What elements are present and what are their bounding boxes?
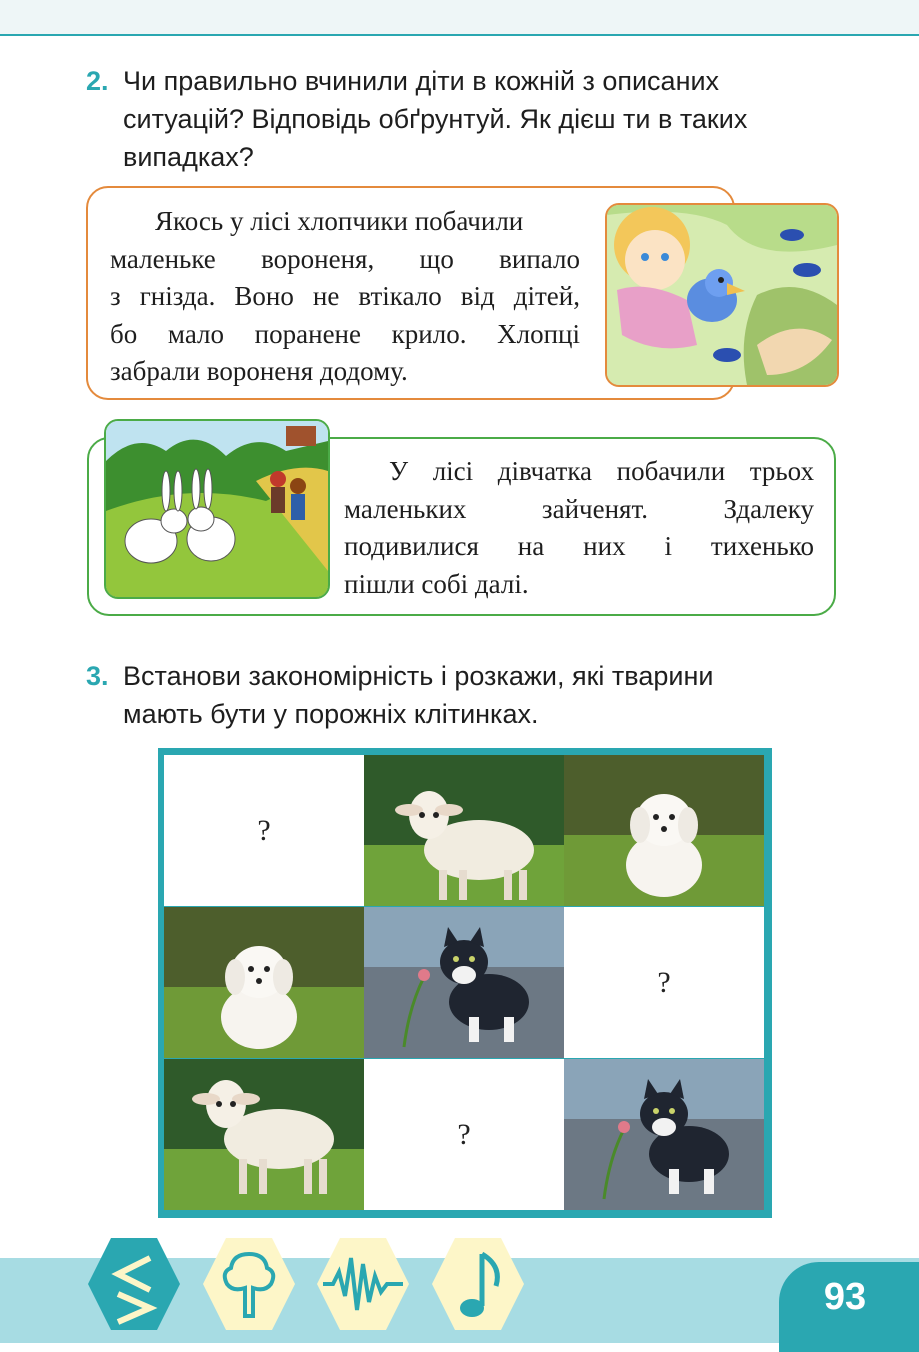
top-band xyxy=(0,0,919,36)
grid-cell-puppy xyxy=(164,907,364,1058)
task-text xyxy=(86,62,846,176)
story-text-raven xyxy=(110,203,580,391)
question-mark: ? xyxy=(657,965,671,999)
grid-cell-lamb xyxy=(364,755,564,906)
grid-cell-empty xyxy=(364,1059,564,1210)
story-line: пішли собі далі. xyxy=(344,568,529,599)
task-number: 2. xyxy=(86,66,109,96)
page-number: 93 xyxy=(823,1276,867,1318)
question-mark: ? xyxy=(457,1117,471,1151)
story-line: забрали вороненя додому. xyxy=(110,356,408,386)
task-line: випадках? xyxy=(123,142,254,172)
story-line: маленьке вороненя, що випало xyxy=(110,243,580,274)
task-number: 3. xyxy=(86,661,109,691)
story-line: Якось у лісі хлопчики побачили xyxy=(155,206,524,236)
task-2 xyxy=(86,62,846,176)
sound-wave-icon xyxy=(317,1236,409,1332)
question-mark: ? xyxy=(257,813,271,847)
task-3 xyxy=(86,657,846,733)
grid-cell-empty xyxy=(564,907,764,1058)
grid-cell-kitten xyxy=(564,1059,764,1210)
task-text xyxy=(86,657,846,733)
task-line: мають бути у порожніх клітинках. xyxy=(123,699,539,729)
pattern-grid xyxy=(158,748,772,1218)
raven-illustration xyxy=(605,203,839,387)
grid-cell-puppy xyxy=(564,755,764,906)
task-line: ситуацій? Відповідь обґрунтуй. Як дієш ти в таких xyxy=(123,104,748,134)
compare-signs-icon xyxy=(88,1236,180,1332)
hares-illustration xyxy=(104,419,330,599)
task-line: Чи правильно вчинили діти в кожній з описаних xyxy=(123,66,720,96)
grid-cell-empty xyxy=(164,755,364,906)
grid-cell-kitten xyxy=(364,907,564,1058)
tree-icon xyxy=(203,1236,295,1332)
task-line: Встанови закономірність і розкажи, які тварини xyxy=(123,661,714,691)
story-line: маленьких зайченят. Здалеку xyxy=(344,493,814,524)
story-line: подивилися на них і тихенько xyxy=(344,531,814,561)
music-note-icon xyxy=(432,1236,524,1332)
grid-cell-lamb xyxy=(164,1059,364,1210)
story-line: бо мало поранене крило. Хлопці xyxy=(110,318,580,349)
story-line: У лісі дівчатка побачили трьох xyxy=(389,456,814,486)
story-line: з гнізда. Воно не втікало від дітей, xyxy=(110,281,580,311)
story-text-hares xyxy=(344,453,814,603)
